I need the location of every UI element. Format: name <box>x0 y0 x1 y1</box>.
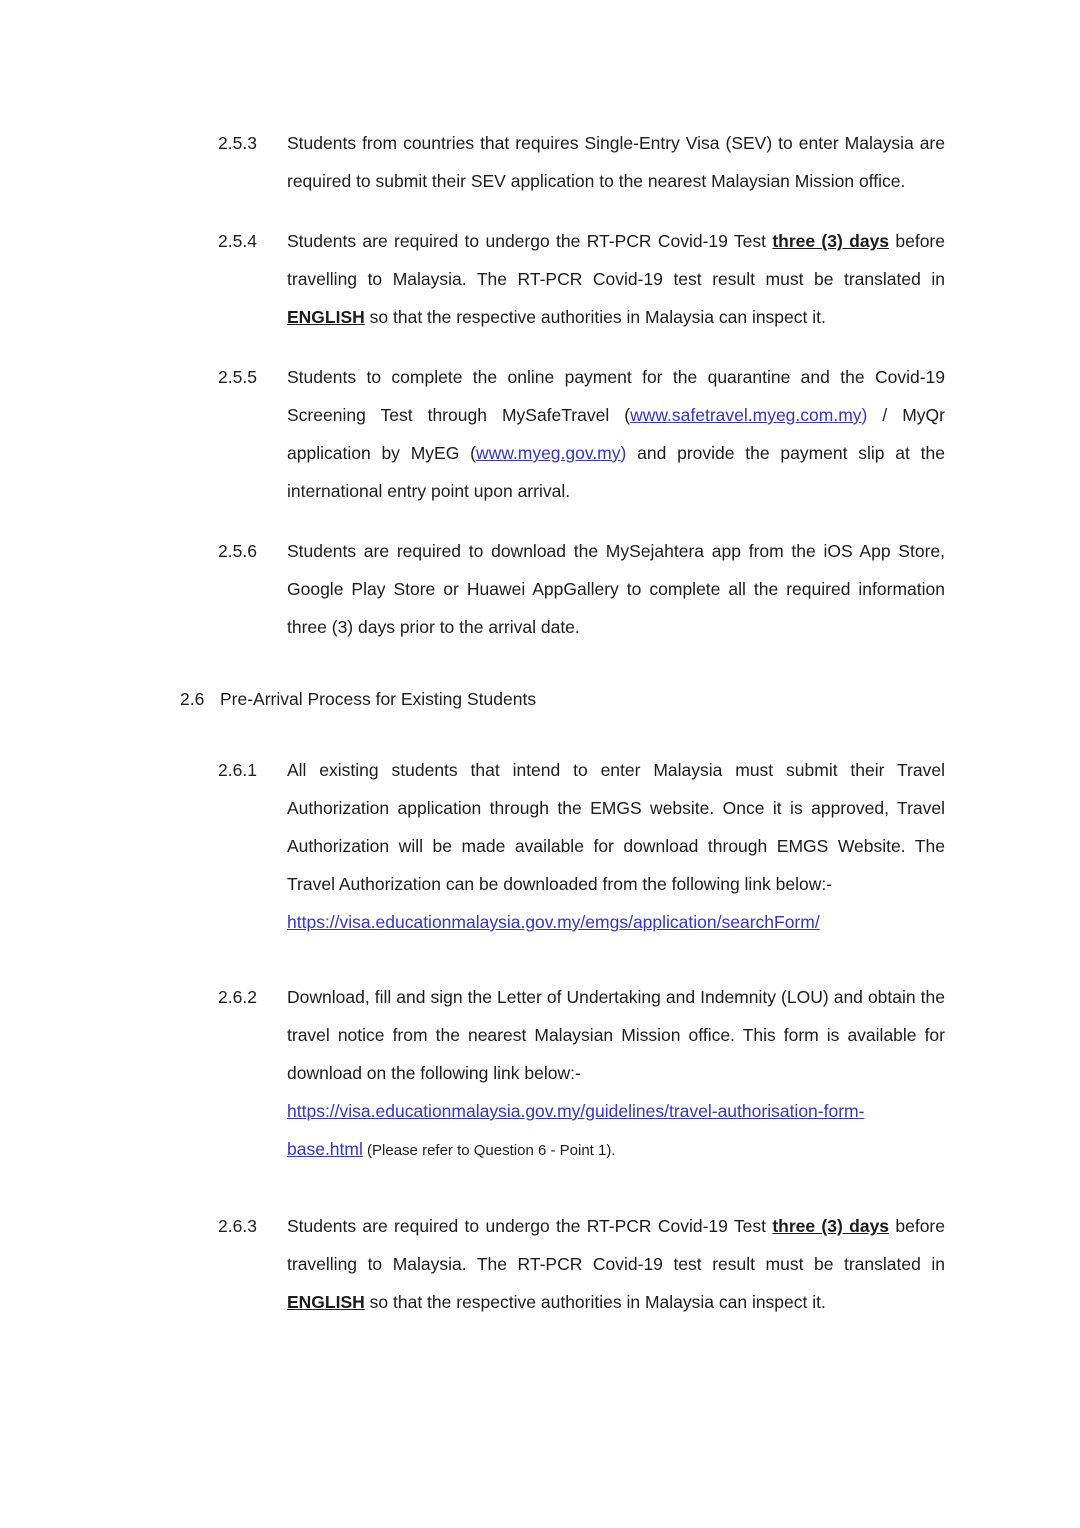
text-segment: so that the respective authorities in Malaysia can inspect it. <box>364 307 826 327</box>
list-item-2-6-1 <box>180 751 945 941</box>
section-2-6-items <box>180 751 945 1321</box>
item-number: 2.5.4 <box>218 231 257 251</box>
item-indent <box>180 751 218 941</box>
list-item-2-5-6 <box>180 532 945 646</box>
item-indent <box>180 222 218 336</box>
text-segment: All existing students that intend to enter Malaysia must submit their Travel Authorization application through the EMGS website. Once it is approved, Travel Authorization will be made available for download through EMGS Website. The Travel Authorization can be downloaded from the following link below:- <box>287 760 945 894</box>
item-number: 2.5.6 <box>218 541 257 561</box>
text-segment: Students are required to undergo the RT-PCR Covid-19 Test <box>287 1216 773 1236</box>
text-segment: / MyQr application by MyEG ( <box>287 405 945 463</box>
item-body <box>287 222 945 336</box>
item-indent <box>180 124 218 200</box>
section-2-5-items <box>180 124 945 646</box>
item-number: 2.6.1 <box>218 760 257 780</box>
text-segment: so that the respective authorities in Malaysia can inspect it. <box>364 1292 826 1312</box>
text-segment: (Please refer to Question 6 - Point 1). <box>362 1142 616 1159</box>
paragraph <box>287 358 945 510</box>
link-line <box>287 903 945 941</box>
link-line <box>287 1092 889 1170</box>
item-body <box>287 532 945 646</box>
text-segment: ) <box>861 405 868 425</box>
hyperlink[interactable]: https://visa.educationmalaysia.gov.my/guidelines/travel-authorisation-form-base.html <box>287 1101 865 1159</box>
text-segment: Students are required to download the MySejahtera app from the iOS App Store, Google Play Store or Huawei AppGallery to complete all the required information three (3) days prior to the arrival date. <box>287 541 945 637</box>
item-indent <box>180 1207 218 1321</box>
item-indent <box>180 978 218 1170</box>
text-segment: ENGLISH <box>287 1292 365 1312</box>
heading-title: Pre-Arrival Process for Existing Students <box>220 689 537 709</box>
text-segment: before travelling to Malaysia. The RT-PCR Covid-19 test result must be translated in <box>287 1216 945 1274</box>
item-number: 2.6.2 <box>218 987 257 1007</box>
list-item-2-6-2 <box>180 978 945 1170</box>
paragraph <box>287 978 945 1092</box>
hyperlink[interactable]: www.myeg.gov.my <box>475 443 621 463</box>
hyperlink[interactable]: www.safetravel.myeg.com.my <box>630 405 862 425</box>
paragraph <box>287 532 945 646</box>
text-segment: three (3) days <box>772 231 890 251</box>
text-segment: Download, fill and sign the Letter of Undertaking and Indemnity (LOU) and obtain the travel notice from the nearest Malaysian Mission office. This form is available for download on the following link below:- <box>287 987 945 1083</box>
text-segment: and provide the payment slip at the international entry point upon arrival. <box>287 443 945 501</box>
text-segment: Students are required to undergo the RT-PCR Covid-19 Test <box>287 231 773 251</box>
item-body <box>287 978 945 1170</box>
list-item-2-5-5 <box>180 358 945 510</box>
heading-number: 2.6 <box>180 689 205 709</box>
text-segment: before travelling to Malaysia. The RT-PCR Covid-19 test result must be translated in <box>287 231 945 289</box>
text-segment: ) <box>620 443 627 463</box>
item-body <box>287 751 945 941</box>
list-item-2-5-4 <box>180 222 945 336</box>
list-item-2-5-3 <box>180 124 945 200</box>
list-item-2-6-3 <box>180 1207 945 1321</box>
hyperlink[interactable]: https://visa.educationmalaysia.gov.my/emgs/application/searchForm/ <box>287 912 820 932</box>
item-indent <box>180 358 218 510</box>
item-body <box>287 1207 945 1321</box>
paragraph <box>287 124 945 200</box>
item-number: 2.6.3 <box>218 1216 257 1236</box>
item-number: 2.5.3 <box>218 133 257 153</box>
item-body <box>287 124 945 200</box>
text-segment: Students from countries that requires Single-Entry Visa (SEV) to enter Malaysia are required to submit their SEV application to the nearest Malaysian Mission office. <box>287 133 945 191</box>
item-number: 2.5.5 <box>218 367 257 387</box>
text-segment: Students to complete the online payment for the quarantine and the Covid-19 Screening Test through MySafeTravel ( <box>287 367 945 425</box>
paragraph <box>287 222 945 336</box>
paragraph <box>287 1207 945 1321</box>
item-indent <box>180 532 218 646</box>
text-segment: three (3) days <box>772 1216 890 1236</box>
text-segment: ENGLISH <box>287 307 365 327</box>
item-body <box>287 358 945 510</box>
section-heading-2-6 <box>180 680 945 718</box>
paragraph <box>287 751 945 903</box>
